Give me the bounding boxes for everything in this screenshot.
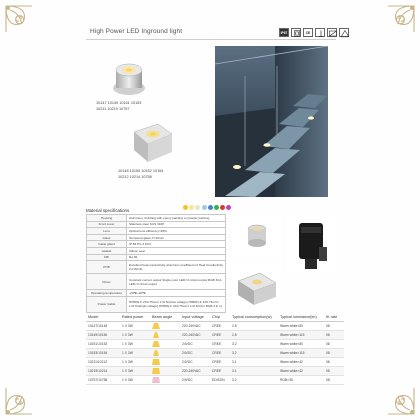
ornament-corner-top-left xyxy=(2,2,50,50)
table-row: 10151/10152 1 X 3W 24VDC CREE 3.2 Warm white>80 08 xyxy=(86,339,344,348)
beam-angle-icon xyxy=(152,341,160,347)
code-line: 10211 10219 10757 xyxy=(96,107,130,111)
code-line: 10212 10214 10758 xyxy=(118,175,152,179)
color-dot xyxy=(189,205,194,210)
spec-row: Front cover Stainless steel SUS 316P xyxy=(87,221,226,228)
header-beam-angle: Beam angle xyxy=(150,314,180,321)
spec-row: PCB Excellent heat conductivity aluminum,coefficient of Heat Conductivity 2.0 W/mK xyxy=(87,261,226,274)
ip67-badge-icon: IP67 xyxy=(279,28,289,37)
light-color-options xyxy=(183,205,231,210)
ornament-corner-bottom-right xyxy=(370,370,418,418)
spec-row: Cable gland IP 68 PG 4 PVC xyxy=(87,241,226,248)
spec-row: Housing Aluminum, finishing with epoxy painting or powder painting xyxy=(87,215,226,222)
code-line: 10148 10150 10152 10154 xyxy=(118,169,164,173)
embedded-box-image xyxy=(287,217,335,273)
header-divider xyxy=(86,39,336,40)
product-codes-round xyxy=(96,100,166,112)
header-luminance: Typical luminance(lm) xyxy=(278,314,324,321)
spec-row: Gasket Silicon seal xyxy=(87,247,226,254)
beam-angle-icon xyxy=(152,368,160,374)
spec-row: Glass Tempered glass,T=10mm xyxy=(87,234,226,241)
color-dot xyxy=(183,205,188,210)
spec-row: CRI Ra 82 xyxy=(87,254,226,261)
table-row: 10149/10150 1 X 3W 220-240VAC CREE 2.8 Warm white>115 08 xyxy=(86,330,344,339)
table-row: 10147/10148 1 X 3W 220-240VAC CREE 2.8 Warm white>80 08 xyxy=(86,321,344,330)
code-line: 10147 10149 10151 10153 xyxy=(96,101,142,105)
table-row: 10211/10212 1 X 3W 24VDC CREE 3.1 Warm white>42 08 xyxy=(86,357,344,366)
header-ik-rate: IK rate xyxy=(324,314,344,321)
spec-row: Driver Constant current output Single color LED<3 circuit output RGB 3in1 LED<3 circuit output xyxy=(87,274,226,290)
beam-angle-icon xyxy=(152,377,160,383)
table-row: 10757/10758 1 X 3W 24VDC EDISON 3.2 RGB>35 08 xyxy=(86,375,344,384)
ornament-corner-top-right xyxy=(370,2,418,50)
ce-mark-icon: CE xyxy=(303,28,313,37)
beam-angle-icon xyxy=(152,359,160,365)
color-dot xyxy=(208,205,213,210)
spec-row: Lens Optical lens efficiency>93% xyxy=(87,228,226,235)
class-iii-icon xyxy=(291,28,301,37)
color-dot xyxy=(195,205,200,210)
rohs-icon xyxy=(327,28,337,37)
color-dot xyxy=(226,205,231,210)
ornament-corner-bottom-left xyxy=(2,370,50,418)
spec-title: Material specifications xyxy=(86,208,130,213)
spec-row: Power Cable H05RN-F 2X0.75mm² L=0.5m(low voltage) H05RN-F 3X0.75mm² L=0.5m(high voltage) H05RN-F 4X0.75mm² L=0.5m(for RGB 3 in 1) xyxy=(87,296,226,312)
header-rated-power: Rated power xyxy=(120,314,150,321)
header-model: Model xyxy=(86,314,120,321)
beam-angle-icon xyxy=(152,332,160,338)
header-input-voltage: Input voltage xyxy=(180,314,210,321)
staircase-scene-photo xyxy=(215,46,328,197)
color-dot xyxy=(202,205,207,210)
certification-icons xyxy=(279,28,349,37)
header-consumption: Typical consumption(w) xyxy=(230,314,278,321)
class-i-icon xyxy=(315,28,325,37)
product-codes-square xyxy=(118,168,188,180)
material-spec-table xyxy=(86,214,226,313)
table-row: 10153/10154 1 X 3W 24VDC CREE 3.2 Warm white>115 08 xyxy=(86,348,344,357)
color-dot xyxy=(214,205,219,210)
triangle-warning-icon xyxy=(339,28,349,37)
color-dot xyxy=(220,205,225,210)
model-table xyxy=(86,314,344,385)
beam-angle-icon xyxy=(152,323,160,329)
header-chip: Chip xyxy=(210,314,230,321)
round-inground-light-image xyxy=(105,58,151,100)
spec-row: Operating temperature -20℃~40℃ xyxy=(87,290,226,297)
table-row: 10219/10214 1 X 3W 220-240VAC CREE 3.1 Warm white>42 08 xyxy=(86,366,344,375)
page-title: High Power LED Inground light xyxy=(90,28,183,35)
square-mounted-light-image xyxy=(232,263,282,311)
installation-sleeve-image xyxy=(232,217,282,255)
model-table-header xyxy=(86,314,344,321)
beam-angle-icon xyxy=(152,350,160,356)
square-inground-light-image xyxy=(128,118,176,168)
